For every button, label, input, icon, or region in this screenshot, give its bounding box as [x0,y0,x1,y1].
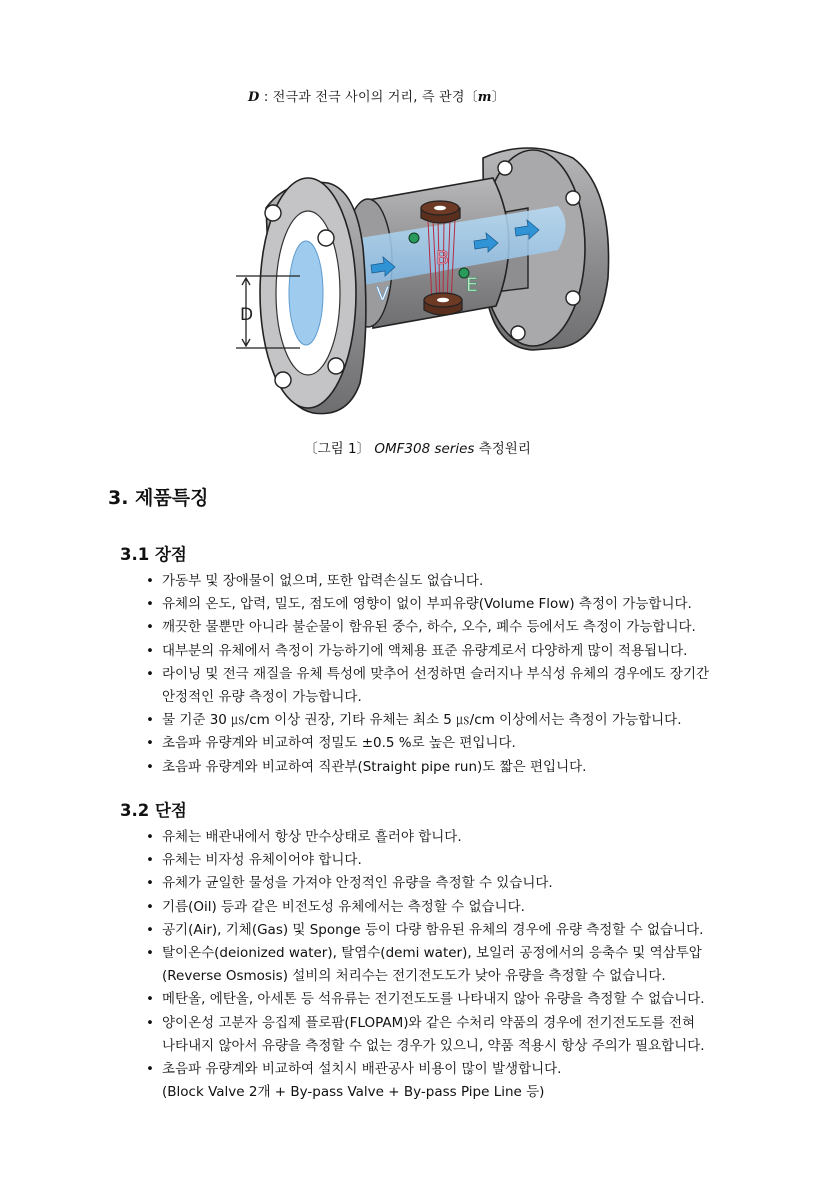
list-item: • 기름(Oil) 등과 같은 비전도성 유체에서는 측정할 수 없습니다. [146,896,786,919]
label-b: B [436,247,450,269]
list-item: • 대부분의 유체에서 측정이 가능하기에 액체용 표준 유량계로서 다양하게 많이 적용됩니다. [146,640,786,663]
list-item: • 초음파 유량계와 비교하여 설치시 배관공사 비용이 많이 발생합니다. (Block Valve 2개 + By-pass Valve + By-pass Pipe Line 등) [146,1058,786,1104]
list-item: • 유체의 온도, 압력, 밀도, 점도에 영향이 없이 부피유량(Volume Flow) 측정이 가능합니다. [146,593,786,616]
label-v: V [376,283,389,305]
flowmeter-diagram [228,128,628,433]
list-item: • 초음파 유량계와 비교하여 정밀도 ±0.5 %로 높은 편입니다. [146,732,786,755]
list-item: • 탈이온수(deionized water), 탈염수(demi water), 보일러 공정에서의 응축수 및 역삼투압 (Reverse Osmosis) 설비의 처리수는 전기전도도가 낮아 유량을 측정할 수 없습니다. [146,942,786,988]
caption-suffix: 측정원리 [474,441,531,457]
label-d: D [240,305,254,325]
list-item: • 양이온성 고분자 응집제 플로팜(FLOPAM)와 같은 수처리 약품의 경우에 전기전도도를 전혀 나타내지 않아서 유량을 측정할 수 없는 경우가 있으니, 약품 적용시 항상 주의가 필요합니다. [146,1012,786,1058]
left-flange [260,178,366,414]
caption-prefix: 〔그림 1〕 [304,441,371,457]
cons-list [146,826,786,1104]
caption-model: OMF308 series [374,441,475,457]
section-title: 3. 제품특징 [108,487,209,509]
formula-symbol: D [248,90,260,105]
formula-unit: m [477,90,492,105]
list-item: • 물 기준 30 ㎲/cm 이상 권장, 기타 유체는 최소 5 ㎲/cm 이상에서는 측정이 가능합니다. [146,709,786,732]
formula-text: : 전극과 전극 사이의 거리, 즉 관경〔 [259,90,478,105]
list-item: • 유체는 비자성 유체이어야 합니다. [146,849,786,872]
list-item: • 유체가 균일한 물성을 가져야 안정적인 유량을 측정할 수 있습니다. [146,872,786,895]
cons-title: 3.2 단점 [120,801,187,820]
list-item: • 메탄올, 에탄올, 아세톤 등 석유류는 전기전도도를 나타내지 않아 유량을 측정할 수 없습니다. [146,988,786,1011]
list-item: • 공기(Air), 기체(Gas) 및 Sponge 등이 다량 함유된 유체의 경우에 유량 측정할 수 없습니다. [146,919,786,942]
pros-list [146,570,786,779]
figure-caption [0,437,835,457]
formula-close: 〕 [491,90,505,105]
label-e: E [466,274,479,296]
list-item: • 라이닝 및 전극 재질을 유체 특성에 맞추어 선정하면 슬러지나 부식성 유체의 경우에도 장기간 안정적인 유량 측정이 가능합니다. [146,663,786,709]
list-item: • 초음파 유량계와 비교하여 직관부(Straight pipe run)도 짧은 편입니다. [146,756,786,779]
list-item: • 깨끗한 물뿐만 아니라 불순물이 함유된 중수, 하수, 오수, 폐수 등에서도 측정이 가능합니다. [146,616,786,639]
list-item: • 유체는 배관내에서 항상 만수상태로 흘러야 합니다. [146,826,786,849]
list-item: • 가동부 및 장애물이 없으며, 또한 압력손실도 없습니다. [146,570,786,593]
formula-definition [248,86,505,105]
pros-title: 3.1 장점 [120,545,187,564]
